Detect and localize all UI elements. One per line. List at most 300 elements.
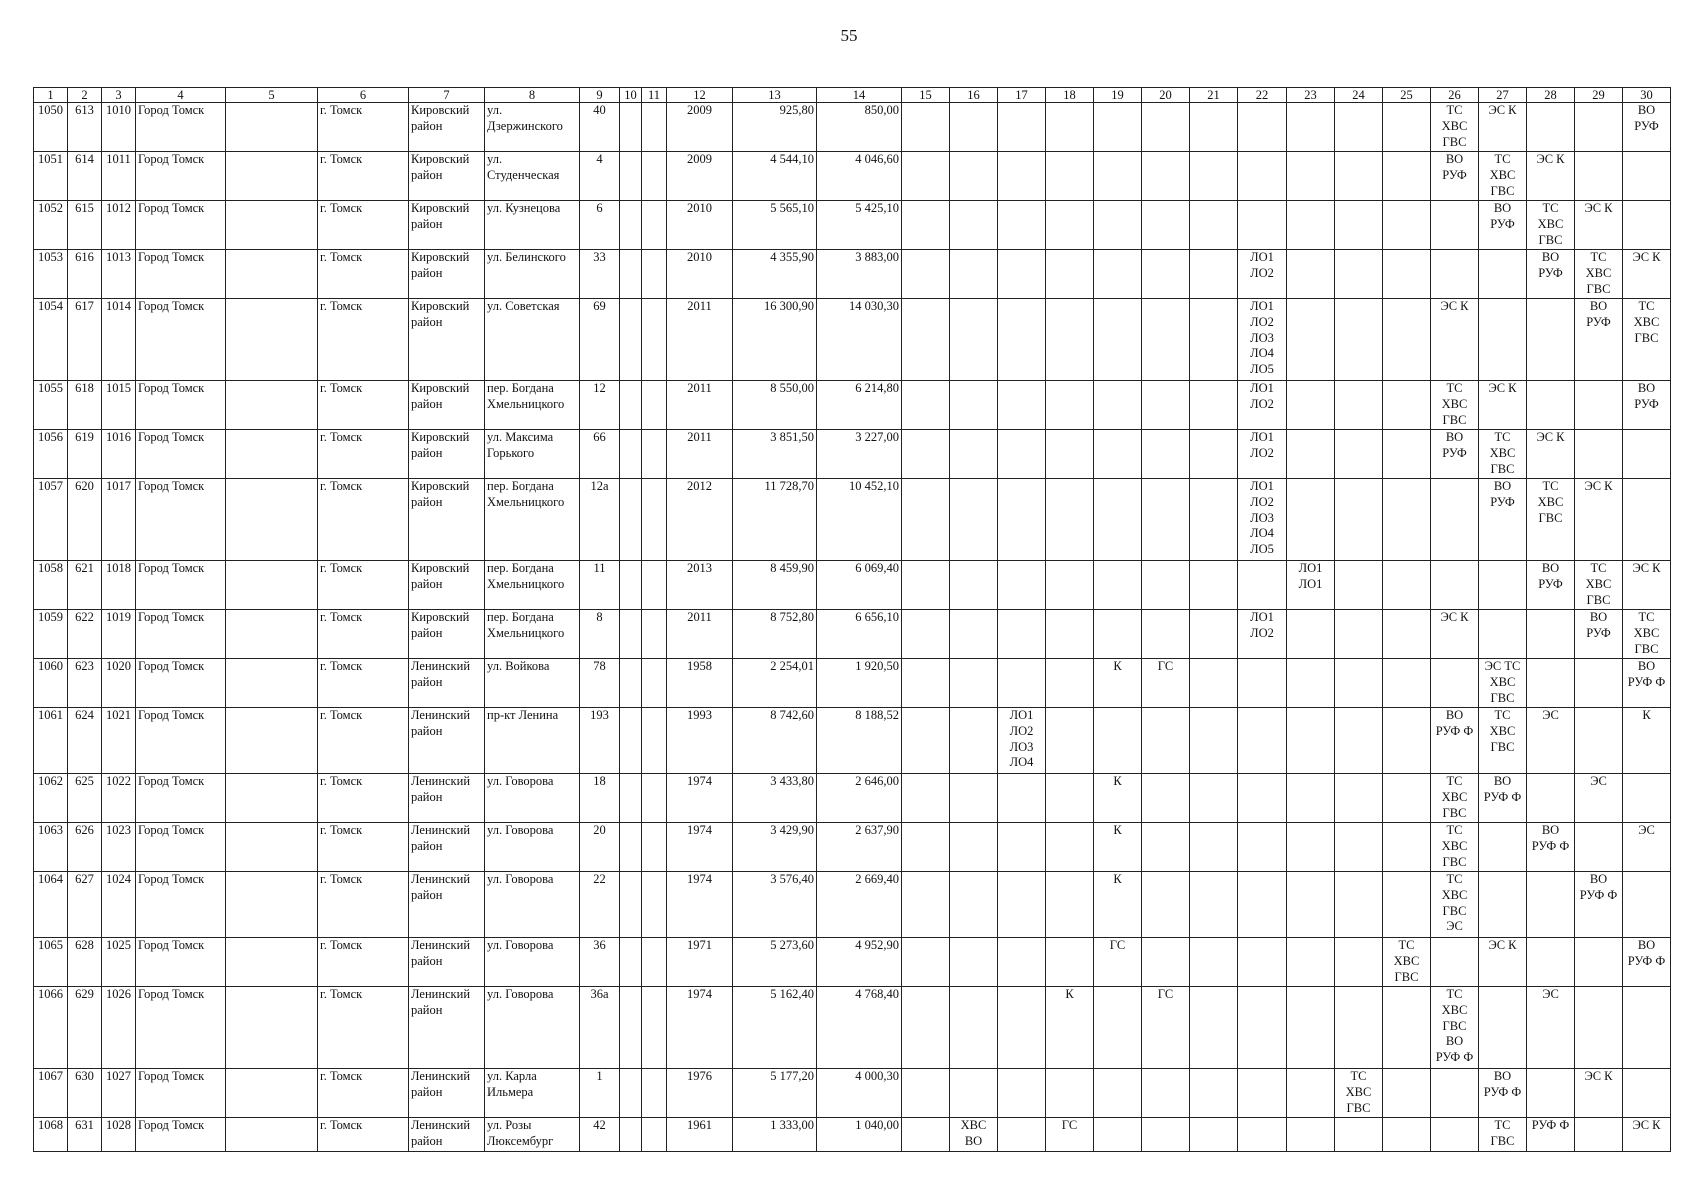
table-cell: ВО РУФ Ф <box>1479 774 1527 823</box>
table-cell: 11 728,70 <box>733 479 817 561</box>
column-header: 27 <box>1479 88 1527 103</box>
table-cell <box>1190 250 1238 299</box>
table-cell: Ленинский район <box>409 823 485 872</box>
table-cell <box>1383 774 1431 823</box>
table-cell <box>950 1069 998 1118</box>
table-cell <box>1383 610 1431 659</box>
table-cell: ВО РУФ <box>1527 561 1575 610</box>
table-cell <box>950 610 998 659</box>
table-cell <box>950 659 998 708</box>
table-cell: 1019 <box>102 610 136 659</box>
table-cell <box>950 299 998 381</box>
table-row <box>34 1118 1671 1152</box>
table-cell <box>1431 479 1479 561</box>
table-cell: 1028 <box>102 1118 136 1152</box>
table-cell: г. Томск <box>318 774 409 823</box>
table-cell <box>1142 872 1190 938</box>
table-cell: Город Томск <box>136 823 226 872</box>
table-cell: 1015 <box>102 381 136 430</box>
table-cell: ЭС <box>1527 708 1575 774</box>
table-cell <box>998 103 1046 152</box>
table-cell <box>998 823 1046 872</box>
table-cell: РУФ Ф <box>1527 1118 1575 1152</box>
table-cell <box>1335 299 1383 381</box>
table-cell: г. Томск <box>318 872 409 938</box>
table-cell <box>1142 823 1190 872</box>
table-cell: пер. Богдана Хмельницкого <box>485 381 580 430</box>
column-header: 30 <box>1623 88 1671 103</box>
table-cell: 620 <box>68 479 102 561</box>
table-cell <box>1190 872 1238 938</box>
table-cell: 5 177,20 <box>733 1069 817 1118</box>
table-cell: 5 273,60 <box>733 938 817 987</box>
table-cell: Ленинский район <box>409 1118 485 1152</box>
table-row <box>34 872 1671 938</box>
table-cell <box>1287 152 1335 201</box>
table-cell <box>1046 774 1094 823</box>
table-cell <box>1094 479 1142 561</box>
table-cell <box>950 250 998 299</box>
table-cell: ВО РУФ <box>1623 103 1671 152</box>
table-cell: 621 <box>68 561 102 610</box>
column-header: 13 <box>733 88 817 103</box>
table-cell <box>1575 430 1623 479</box>
table-cell <box>1046 381 1094 430</box>
table-cell <box>620 299 642 381</box>
table-cell <box>1383 430 1431 479</box>
table-cell <box>226 479 318 561</box>
table-cell <box>950 987 998 1069</box>
table-cell <box>226 103 318 152</box>
table-cell: ул. Максима Горького <box>485 430 580 479</box>
table-cell <box>1575 381 1623 430</box>
table-cell <box>620 1069 642 1118</box>
table-row <box>34 103 1671 152</box>
table-cell <box>226 152 318 201</box>
table-cell: 2 637,90 <box>817 823 902 872</box>
table-cell: 4 355,90 <box>733 250 817 299</box>
table-cell <box>1046 938 1094 987</box>
table-cell: ул. Говорова <box>485 872 580 938</box>
table-cell: Город Томск <box>136 774 226 823</box>
table-cell: ТС ХВС ГВС <box>1623 299 1671 381</box>
table-cell <box>620 381 642 430</box>
table-cell: 1013 <box>102 250 136 299</box>
table-cell <box>1335 561 1383 610</box>
table-row <box>34 381 1671 430</box>
table-cell: ЛО1 ЛО2 ЛО3 ЛО4 ЛО5 <box>1238 479 1287 561</box>
column-header: 6 <box>318 88 409 103</box>
table-cell <box>1094 1118 1142 1152</box>
table-cell <box>950 381 998 430</box>
table-cell <box>902 1118 950 1152</box>
table-cell <box>1479 561 1527 610</box>
table-cell <box>1335 938 1383 987</box>
table-cell <box>642 299 667 381</box>
table-cell: К <box>1094 872 1142 938</box>
table-cell: 1 333,00 <box>733 1118 817 1152</box>
table-cell <box>1094 1069 1142 1118</box>
table-cell <box>1287 201 1335 250</box>
table-cell <box>1142 938 1190 987</box>
table-cell <box>1527 872 1575 938</box>
table-cell <box>1142 561 1190 610</box>
table-row <box>34 152 1671 201</box>
table-cell <box>1431 561 1479 610</box>
table-cell <box>1527 1069 1575 1118</box>
table-cell <box>998 1069 1046 1118</box>
table-cell <box>1190 430 1238 479</box>
table-cell: 2013 <box>667 561 733 610</box>
table-cell <box>1335 823 1383 872</box>
table-cell: ЛО1 ЛО2 ЛО3 ЛО4 <box>998 708 1046 774</box>
column-header: 14 <box>817 88 902 103</box>
table-cell <box>998 872 1046 938</box>
table-cell: 627 <box>68 872 102 938</box>
table-cell <box>1238 987 1287 1069</box>
table-cell: 1065 <box>34 938 68 987</box>
table-cell: Ленинский район <box>409 938 485 987</box>
table-cell: Город Томск <box>136 1118 226 1152</box>
table-cell <box>620 430 642 479</box>
table-cell <box>1142 708 1190 774</box>
table-cell <box>642 1118 667 1152</box>
table-cell <box>1335 381 1383 430</box>
table-cell: 1063 <box>34 823 68 872</box>
table-cell: ул. Студенческая <box>485 152 580 201</box>
table-cell <box>1575 987 1623 1069</box>
table-cell: ТС ХВС ГВС <box>1527 479 1575 561</box>
table-cell: Ленинский район <box>409 1069 485 1118</box>
table-cell <box>1046 430 1094 479</box>
table-cell: 22 <box>580 872 620 938</box>
table-cell <box>1142 152 1190 201</box>
column-header: 7 <box>409 88 485 103</box>
table-cell: 1976 <box>667 1069 733 1118</box>
table-cell <box>998 610 1046 659</box>
table-cell: 42 <box>580 1118 620 1152</box>
table-cell <box>1575 938 1623 987</box>
table-cell: г. Томск <box>318 708 409 774</box>
table-cell: 8 <box>580 610 620 659</box>
table-cell <box>620 152 642 201</box>
table-cell: 1053 <box>34 250 68 299</box>
table-cell: Кировский район <box>409 103 485 152</box>
table-cell: 2011 <box>667 610 733 659</box>
table-cell <box>642 1069 667 1118</box>
table-cell: 4 046,60 <box>817 152 902 201</box>
table-cell: 629 <box>68 987 102 1069</box>
table-row <box>34 430 1671 479</box>
table-cell <box>1190 381 1238 430</box>
table-cell <box>1335 250 1383 299</box>
table-cell: 1060 <box>34 659 68 708</box>
table-cell <box>1623 774 1671 823</box>
table-cell <box>1190 987 1238 1069</box>
table-cell <box>1046 152 1094 201</box>
table-cell: 630 <box>68 1069 102 1118</box>
column-header: 22 <box>1238 88 1287 103</box>
table-cell <box>1046 708 1094 774</box>
column-header: 18 <box>1046 88 1094 103</box>
table-cell <box>902 561 950 610</box>
table-cell: ул. Дзержинского <box>485 103 580 152</box>
table-cell: ЛО1 ЛО2 ЛО3 ЛО4 ЛО5 <box>1238 299 1287 381</box>
table-cell <box>642 381 667 430</box>
table-cell <box>1238 708 1287 774</box>
table-cell: ЛО1 ЛО2 <box>1238 381 1287 430</box>
column-header: 2 <box>68 88 102 103</box>
column-header: 28 <box>1527 88 1575 103</box>
table-cell: Кировский район <box>409 561 485 610</box>
table-cell: 8 752,80 <box>733 610 817 659</box>
table-cell: Кировский район <box>409 479 485 561</box>
table-cell: ВО РУФ Ф <box>1527 823 1575 872</box>
table-cell <box>1527 381 1575 430</box>
table-cell: ВО РУФ Ф <box>1623 659 1671 708</box>
table-cell: 925,80 <box>733 103 817 152</box>
table-cell: Ленинский район <box>409 659 485 708</box>
table-cell: пр-кт Ленина <box>485 708 580 774</box>
table-cell: ГС <box>1094 938 1142 987</box>
table-cell <box>1623 987 1671 1069</box>
table-cell: 5 162,40 <box>733 987 817 1069</box>
table-row <box>34 201 1671 250</box>
table-cell <box>1287 872 1335 938</box>
table-cell: 2009 <box>667 152 733 201</box>
table-cell <box>1623 201 1671 250</box>
table-cell: ВО РУФ <box>1479 201 1527 250</box>
table-cell: К <box>1094 659 1142 708</box>
table-cell <box>950 774 998 823</box>
table-cell <box>226 250 318 299</box>
table-cell <box>1479 823 1527 872</box>
table-cell: 14 030,30 <box>817 299 902 381</box>
table-cell: Город Томск <box>136 201 226 250</box>
table-cell: Город Томск <box>136 561 226 610</box>
table-cell <box>1335 201 1383 250</box>
table-cell: 623 <box>68 659 102 708</box>
table-cell: ул. Карла Ильмера <box>485 1069 580 1118</box>
table-cell <box>1238 1118 1287 1152</box>
table-cell <box>1190 1069 1238 1118</box>
table-cell: 5 565,10 <box>733 201 817 250</box>
table-cell <box>1623 152 1671 201</box>
table-cell: ЭС К <box>1623 1118 1671 1152</box>
table-cell <box>1479 872 1527 938</box>
table-cell <box>1575 152 1623 201</box>
table-cell: г. Томск <box>318 987 409 1069</box>
table-cell: ГС <box>1046 1118 1094 1152</box>
table-cell <box>1431 659 1479 708</box>
table-cell: ЭС К <box>1527 430 1575 479</box>
table-cell <box>902 430 950 479</box>
table-cell <box>620 987 642 1069</box>
table-cell: К <box>1623 708 1671 774</box>
table-cell: г. Томск <box>318 823 409 872</box>
table-cell: ТС ХВС ГВС <box>1527 201 1575 250</box>
table-row <box>34 479 1671 561</box>
table-cell <box>1046 561 1094 610</box>
table-cell <box>642 774 667 823</box>
table-cell: 33 <box>580 250 620 299</box>
table-cell: Город Томск <box>136 250 226 299</box>
table-cell <box>902 872 950 938</box>
table-cell: ГС <box>1142 659 1190 708</box>
table-cell: 617 <box>68 299 102 381</box>
table-cell <box>226 1069 318 1118</box>
table-cell <box>642 561 667 610</box>
table-cell <box>950 103 998 152</box>
table-cell: 616 <box>68 250 102 299</box>
table-cell: 618 <box>68 381 102 430</box>
table-cell <box>1431 938 1479 987</box>
table-cell: Кировский район <box>409 152 485 201</box>
table-cell: 2012 <box>667 479 733 561</box>
table-cell: ТС ХВС ГВС <box>1335 1069 1383 1118</box>
table-cell: 4 952,90 <box>817 938 902 987</box>
table-cell: ВО РУФ Ф <box>1479 1069 1527 1118</box>
table-cell: г. Томск <box>318 610 409 659</box>
column-header: 3 <box>102 88 136 103</box>
table-cell: 1067 <box>34 1069 68 1118</box>
table-cell <box>620 1118 642 1152</box>
column-header: 20 <box>1142 88 1190 103</box>
table-cell <box>902 381 950 430</box>
table-cell <box>950 152 998 201</box>
table-cell: Кировский район <box>409 610 485 659</box>
table-cell <box>1190 299 1238 381</box>
table-cell <box>1142 1069 1190 1118</box>
table-cell: 1052 <box>34 201 68 250</box>
table-cell: 2011 <box>667 299 733 381</box>
table-cell <box>1190 201 1238 250</box>
table-cell <box>1046 250 1094 299</box>
table-cell <box>620 659 642 708</box>
table-cell <box>620 479 642 561</box>
table-cell: Кировский район <box>409 250 485 299</box>
table-cell: ЭС К <box>1623 561 1671 610</box>
table-cell <box>1238 152 1287 201</box>
table-cell <box>620 610 642 659</box>
table-cell <box>1335 774 1383 823</box>
table-cell: 40 <box>580 103 620 152</box>
table-cell <box>902 987 950 1069</box>
table-cell <box>1383 381 1431 430</box>
table-cell <box>902 103 950 152</box>
table-cell: 1022 <box>102 774 136 823</box>
table-cell: ЭС К <box>1623 250 1671 299</box>
table-cell: 12 <box>580 381 620 430</box>
table-cell <box>902 823 950 872</box>
table-cell: 3 851,50 <box>733 430 817 479</box>
table-cell <box>642 938 667 987</box>
table-cell: 2010 <box>667 250 733 299</box>
table-cell: ВО РУФ <box>1431 430 1479 479</box>
table-cell <box>1190 479 1238 561</box>
table-cell: Кировский район <box>409 430 485 479</box>
table-cell <box>998 479 1046 561</box>
table-cell <box>226 201 318 250</box>
table-cell: ЭС К <box>1575 201 1623 250</box>
table-cell <box>1142 479 1190 561</box>
column-header: 5 <box>226 88 318 103</box>
table-cell: 1017 <box>102 479 136 561</box>
table-cell: Город Томск <box>136 610 226 659</box>
table-cell <box>1527 659 1575 708</box>
table-cell <box>998 250 1046 299</box>
table-cell: г. Томск <box>318 1069 409 1118</box>
table-cell <box>1142 610 1190 659</box>
table-cell: 2 669,40 <box>817 872 902 938</box>
table-cell <box>1479 299 1527 381</box>
table-cell <box>642 823 667 872</box>
table-cell: Город Томск <box>136 103 226 152</box>
column-header: 8 <box>485 88 580 103</box>
table-cell: г. Томск <box>318 250 409 299</box>
table-cell: ЭС К <box>1479 938 1527 987</box>
table-cell <box>1431 250 1479 299</box>
table-cell: ЭС К <box>1431 610 1479 659</box>
table-cell <box>1383 1118 1431 1152</box>
table-cell: ВО РУФ <box>1575 610 1623 659</box>
table-cell <box>1335 987 1383 1069</box>
table-cell <box>950 938 998 987</box>
table-cell <box>1335 610 1383 659</box>
table-cell <box>1094 381 1142 430</box>
table-cell <box>950 479 998 561</box>
table-cell <box>1335 1118 1383 1152</box>
table-cell: 2 646,00 <box>817 774 902 823</box>
table-cell: 2010 <box>667 201 733 250</box>
table-cell <box>1142 381 1190 430</box>
table-cell: 1011 <box>102 152 136 201</box>
table-cell <box>950 430 998 479</box>
table-cell <box>1046 1069 1094 1118</box>
table-cell <box>1479 987 1527 1069</box>
table-cell: ЭС ТС ХВС ГВС <box>1479 659 1527 708</box>
table-cell: 4 <box>580 152 620 201</box>
table-cell <box>620 872 642 938</box>
table-cell: 1026 <box>102 987 136 1069</box>
table-cell: 1068 <box>34 1118 68 1152</box>
table-cell <box>1046 299 1094 381</box>
table-cell: 1021 <box>102 708 136 774</box>
table-cell: 1023 <box>102 823 136 872</box>
table-cell: ул. Белинского <box>485 250 580 299</box>
table-cell: 1993 <box>667 708 733 774</box>
table-cell <box>1383 479 1431 561</box>
table-cell: ул. Говорова <box>485 823 580 872</box>
table-cell <box>642 479 667 561</box>
table-cell: 1012 <box>102 201 136 250</box>
table-cell: г. Томск <box>318 201 409 250</box>
table-cell <box>1094 708 1142 774</box>
table-cell: 1010 <box>102 103 136 152</box>
table-cell: 1974 <box>667 774 733 823</box>
table-cell <box>642 708 667 774</box>
table-cell <box>1094 987 1142 1069</box>
table-cell: Город Томск <box>136 1069 226 1118</box>
table-cell: 615 <box>68 201 102 250</box>
table-cell: 631 <box>68 1118 102 1152</box>
table-cell <box>1527 103 1575 152</box>
table-cell: 1 040,00 <box>817 1118 902 1152</box>
table-cell <box>1190 610 1238 659</box>
table-cell: 1066 <box>34 987 68 1069</box>
table-cell: 10 452,10 <box>817 479 902 561</box>
table-cell <box>226 430 318 479</box>
